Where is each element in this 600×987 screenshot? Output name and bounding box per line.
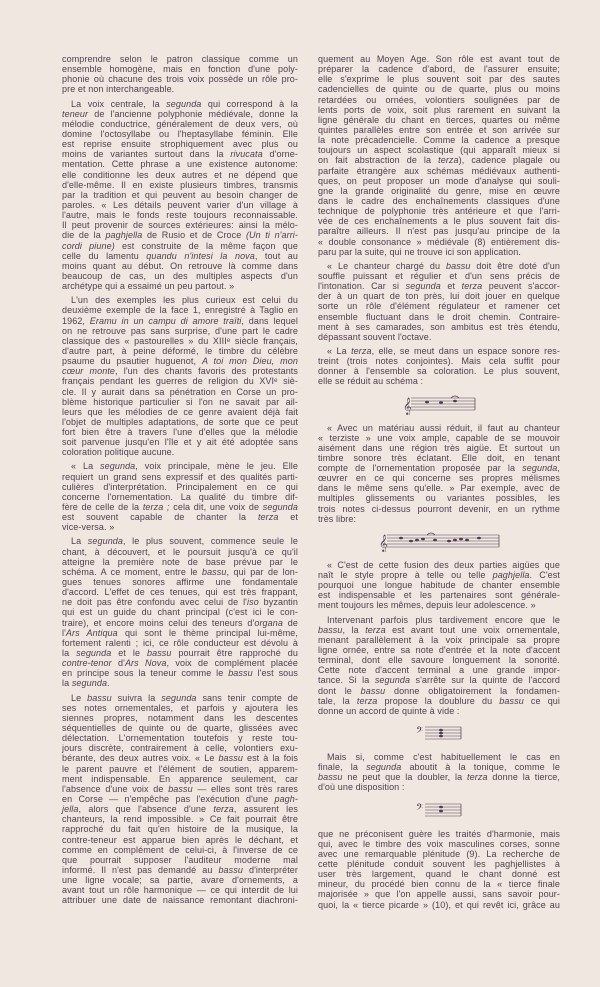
text-line: contre-tenor d'Ars Nova, voix de complément placée — [62, 658, 298, 669]
text-line: parfaite étrangère aux schémas médiévaux authenti- — [318, 165, 560, 176]
italic-term: A toi mon Dieu, mon — [201, 356, 298, 367]
text-line: avant tout un rôle harmonique — ce qui interdit de lui — [62, 885, 298, 896]
text-line: domine l'octosyllabe ou l'heptasyllabe féminin. Elle — [62, 128, 298, 139]
text-line: est reprise ensuite strophiquement avec plus ou — [62, 139, 298, 150]
text-line: jella, alors que l'absence d'une terza, assurent les — [62, 804, 298, 815]
italic-term: cœur monte — [62, 366, 116, 377]
text-line: qui est un guide du chant principal (c'est ici le con- — [62, 607, 298, 618]
italic-term: terza — [461, 281, 483, 292]
text-line: 1962, Eramu in un campu di amore traïti, dans lequel — [62, 315, 299, 326]
italic-term: organa — [254, 617, 283, 628]
text-line: la note précadencielle. Comme la cadence a presque — [318, 135, 560, 146]
text-line: Cette note d'accent terminal a une grande impor- — [318, 665, 560, 676]
text-line: l'intonation. Car si segunda et terza peuvent s'accor- — [318, 281, 561, 292]
text-line: La segunda, le plus souvent, commence seule le — [71, 536, 298, 547]
paragraph — [318, 346, 560, 387]
paragraph — [318, 423, 560, 524]
italic-term: jella — [62, 804, 79, 815]
text-line: Intervenant parfois plus tardivement encore que le — [327, 614, 560, 625]
text-line: culières d'interprétation. Principalement en ce qui — [62, 481, 298, 492]
text-line: user très largement, quand le chant donné est — [318, 869, 560, 880]
text-line: que pourrait supposer l'auditeur moderne mal — [62, 854, 298, 865]
text-line: « C'est de cette fusion des deux parties aigües que — [327, 559, 560, 570]
text-line: traire), et encore moins celui des teneurs d'organa de — [62, 617, 298, 628]
text-line: paroles. « Les détails peuvent varier d'un village à — [62, 199, 298, 210]
paragraph — [62, 295, 298, 457]
svg-text:𝄢: 𝄢 — [416, 801, 424, 815]
italic-term: segunda — [161, 692, 197, 703]
text-line: comprendre selon le patron classique comme un — [62, 54, 298, 64]
text-line: L'un des exemples les plus curieux est celui du — [71, 295, 298, 306]
text-line: ques, on peut proposer un mode d'analyse qui souli- — [318, 175, 560, 186]
italic-term: pagh- — [274, 793, 298, 804]
text-line: paru par la suite, qui ne trouve ici son application. — [318, 246, 521, 257]
text-line: fortement ralenti ; ici, ce rôle conducteur est dévolu à — [62, 637, 298, 648]
text-line: la segunda et le bassu pourrait être rapproché du — [62, 648, 299, 659]
text-line: multiples glissements ou variantes possibles, les — [318, 493, 560, 504]
text-line: cette plénitude conduit souvent les paghjellistes à — [318, 859, 560, 869]
text-line: d'autre part, à peine déformé, le timbre du célèbre — [62, 345, 298, 356]
text-line: paraître ailleurs. Il n'est pas jusqu'au principe de la — [318, 226, 560, 237]
text-line: qui, avec le timbre des voix masculines corses, sonne — [318, 838, 560, 849]
italic-term: bassu — [218, 864, 243, 875]
text-line: tale, la terza propose la doublure du bassu ce qui — [318, 695, 561, 706]
text-line: cadencielles de quinte ou de quarte, plus ou moins — [318, 84, 560, 95]
svg-text:𝄢: 𝄢 — [416, 725, 424, 739]
italic-term: terza — [365, 624, 386, 635]
text-line: naît le style propre à telle ou telle paghjella. C'est — [318, 570, 560, 581]
italic-term: segunda — [166, 98, 202, 109]
text-line: aisément dans une région très aigüe. Et surtout un — [318, 442, 560, 453]
italic-term: segunda — [100, 461, 136, 472]
text-line: fort bien être à travers l'une d'elles que la mélodie — [62, 427, 298, 438]
text-line: l'Ars Antiqua qui sont le thème principal lui-même, — [62, 627, 298, 638]
text-line: timbre sonore très éclatant. Elle doit, en tenant — [318, 452, 560, 463]
text-line: coloration politique aucune. — [62, 447, 175, 458]
text-line: dépassant souvent l'octave. — [318, 331, 432, 342]
text-line: cle. Il y aurait dans sa pénétration en Corse un pro- — [62, 386, 298, 397]
text-line: pre et non interchangeable. — [62, 84, 175, 95]
italic-term: bassu — [445, 260, 471, 271]
text-line: chanteurs, la rend impossible. » Ce fait pourrait être — [62, 814, 298, 825]
text-line: mélodie conductrice, généralement de deux vers, où — [62, 118, 298, 129]
text-line: ment à ses camarades, son ambitus est très étendu, — [318, 321, 560, 332]
text-line: phonie où chacune des trois voix possède un rôle pro- — [62, 74, 298, 85]
text-line: majorisée » que l'on appelle aussi, sans savoir pour- — [318, 889, 560, 900]
italic-term: terza — [356, 695, 378, 706]
text-line: celle du lamentu quandu n'intesi la nova, tout au — [62, 250, 298, 261]
text-line: concerne l'ornementation. La qualité du timbre dif- — [62, 491, 298, 502]
text-line: retardées ou ornées, volontiers soulignées par de — [318, 94, 560, 105]
right-column — [318, 54, 560, 914]
text-line: gne la grande originalité du genre, mise en œuvre — [318, 185, 560, 196]
paragraph — [318, 560, 560, 611]
text-line: est souvent capable de chanter la terza et — [62, 512, 298, 523]
text-line: classique des « pastourelles » du XIIIᵉ siècle français, — [62, 335, 298, 346]
text-line: œuvrer en ce qui concerne ses propres mélismes — [318, 473, 560, 484]
music-example-treble-three-notes — [318, 391, 560, 419]
text-line: comme en complément de celui-ci, à l'inverse de ce — [62, 844, 298, 855]
italic-term: bassu — [147, 648, 172, 659]
text-line: par la tradition et qui peuvent au besoin changer de — [62, 189, 298, 200]
paragraph — [318, 261, 560, 342]
text-line: siennes propres, notamment dans les descentes — [62, 712, 298, 723]
text-line: ensemble homogène, mais en fonction d'une poly- — [62, 64, 298, 75]
text-line: « La segunda, voix principale, mène le jeu. Elle — [71, 461, 298, 472]
text-line: soit parvenue jusqu'en l'île et y ait été adoptée sans — [62, 437, 298, 448]
text-line: ne doit pas être confondu avec celui de l'iso byzantin — [62, 597, 298, 608]
text-line: mineur, du procédé bien connu de la « tierce finale — [318, 879, 560, 890]
italic-term: segunda — [71, 678, 108, 689]
text-line: atteigne la première note de base prévue par le — [62, 556, 298, 567]
text-line: beaucoup de cas, un des multiples aspects d'un — [62, 270, 298, 281]
text-line: quintes parallèles entre son entrée et son arrivée sur — [318, 124, 560, 135]
text-line: français pendant les guerres de religion du XVIᵉ siè- — [62, 376, 298, 387]
italic-term: bassu — [318, 624, 343, 635]
text-line: moins quant au début. On retrouve là comme dans — [62, 260, 298, 271]
text-line: « Avec un matériau aussi réduit, il faut au chanteur — [327, 422, 560, 433]
text-line: d'elle-même. Il en existe plusieurs timbres, transmis — [62, 179, 298, 190]
text-line: dont le bassu donne obligatoirement la fondamen- — [318, 685, 560, 696]
italic-term: paghjella — [492, 570, 530, 581]
text-line: d'accord. L'effet de ces tenues, qui est très frappant, — [62, 587, 298, 598]
text-line: ligne ornée, entre sa note d'entrée et la note d'accent — [318, 645, 560, 656]
text-line: vice-versa. » — [62, 522, 115, 533]
italic-term: terza — [213, 804, 234, 815]
text-line: « double consonance » médiévale (8) entièrement dis- — [318, 236, 560, 247]
paragraph — [62, 536, 298, 688]
text-line: bassu, la terza est avant tout une voix ornementale, — [318, 624, 560, 635]
text-line: chant, à découvert, et le poursuit jusqu'à ce qu'il — [62, 546, 298, 557]
text-line: blème historique particulier si l'on ne savait par ail- — [62, 396, 298, 407]
italic-term: bassu — [318, 772, 343, 783]
italic-term: teneur — [62, 108, 89, 119]
text-line: le parent pauvre et l'élément de soutien, apparem- — [62, 763, 298, 774]
left-column — [62, 54, 298, 910]
text-line: La voix centrale, la segunda qui correspond à la — [71, 98, 298, 109]
italic-term: bassu — [228, 668, 253, 679]
italic-term: segunda — [405, 281, 441, 292]
text-line: fère de celle de la terza ; cela dit, une voix de segunda — [62, 502, 298, 513]
paragraph — [62, 693, 298, 906]
text-line: tance. Si la segunda s'arrête sur la quinte de l'accord — [318, 675, 560, 686]
text-line: ment indispensable. En apparence seulement, car — [62, 773, 298, 784]
paragraph — [62, 99, 298, 292]
text-line: que ne préconisent guère les traités d'harmonie, mais — [318, 828, 560, 839]
text-line: die de la paghjella de Rusio et de Croce (Un ti n'arri- — [62, 230, 298, 241]
text-line: Mais si, comme c'est habituellement le cas en — [327, 752, 560, 763]
text-line: donne un accord de quinte à vide : — [318, 705, 460, 716]
text-line: schéma. A ce moment, entre le bassu, qui par de lon- — [62, 566, 299, 577]
italic-term: bassu — [87, 692, 112, 703]
text-line: toujours un aspect scolastique (qui apparaît mieux si — [318, 145, 560, 156]
italic-term: (Un ti n'arri- — [245, 230, 298, 241]
italic-term: iso — [247, 597, 259, 608]
text-line: terminal, dont elle savoure longuement la sonorité. — [318, 655, 560, 666]
text-line: moins de variantes surtout dans la rivucata d'orne- — [62, 149, 298, 160]
italic-term: segunda — [262, 502, 298, 513]
text-line: leurs que les mélodies de ce genre avaient déjà fait — [62, 406, 298, 417]
text-line: dans le cadre des enchaînements classiques d'une — [318, 195, 560, 206]
text-line: contre-teneur est apparue bien après le déchant, et — [62, 834, 298, 845]
text-line: pourquoi une longue habitude de chanter ensemble — [318, 580, 560, 591]
text-line: mentation. Cette phrase a une existence autonome: — [62, 159, 298, 170]
text-line: trois notes ci-dessus pourront devenir, en un rythme — [318, 503, 560, 514]
text-line: cœur monte, l'un des chants favoris des protestants — [62, 366, 299, 377]
italic-term: Ars Nova — [124, 658, 167, 669]
music-example-bass-open-fifth — [318, 720, 560, 748]
italic-term: segunda — [366, 762, 402, 773]
paragraph — [318, 54, 560, 257]
text-line: on ne retrouve pas sans surprise, d'une part le cadre — [62, 325, 298, 336]
text-line: dans le même sens qu'elle. » Par exemple, avec de — [318, 483, 560, 494]
text-line: treint (trois notes conjointes). Mais cela suffit pour — [318, 356, 560, 367]
text-line: gues tenues sonores affirme une fondamentale — [62, 577, 298, 588]
italic-term: Eramu in un campu di amore traïti — [89, 315, 242, 326]
text-line: une ligne vocale; sa partie, avare d'ornements, a — [62, 875, 298, 886]
italic-term: terza ; — [142, 502, 170, 513]
paragraph — [62, 54, 298, 95]
text-line: la segunda. — [62, 678, 110, 689]
text-line: psaume du psautier huguenot, A toi mon Dieu, mon — [62, 356, 298, 367]
text-line: cordi piune) est construite de la même façon que — [62, 240, 298, 251]
text-line: Le bassu suivra la segunda sans tenir compte de — [71, 692, 298, 703]
text-line: teneur de l'ancienne polyphonie médiévale, donne la — [62, 108, 298, 119]
text-line: elle conditionne les deux autres et ne dépend que — [62, 169, 298, 180]
text-line: ment toujours les mêmes, depuis leur adolescence. » — [318, 600, 536, 611]
text-line: informé. Il n'est pas demandé au bassu d'interpréter — [62, 864, 298, 875]
text-line: « terziste » une voix ample, capable de se mouvoir — [318, 432, 560, 443]
text-line: on fait abstraction de la terza), cadence plagale ou — [318, 155, 560, 166]
italic-term: cordi piune) — [62, 240, 115, 251]
text-line: donner à l'ensemble sa coloration. Le plus souvent, — [318, 366, 560, 377]
text-line: préparer la cadence d'abord, de l'assurer ensuite; — [318, 64, 560, 75]
text-line: l'autre, mais le fonds reste toujours reconnaissable. — [62, 210, 298, 221]
text-line: quement au Moyen Age. Son rôle est avant tout de — [318, 54, 560, 64]
paragraph — [318, 829, 560, 910]
text-line: très libre: — [318, 513, 357, 524]
text-line: quoi, la « tierce picarde » (10), et qui revêt ici, grâce au — [318, 899, 560, 910]
italic-term: bassu — [201, 566, 227, 577]
text-line: « Le chanteur chargé du bassu doit être doté d'un — [327, 260, 560, 271]
italic-term: quandu n'intesi la nova — [146, 250, 255, 261]
svg-text:𝄞: 𝄞 — [403, 396, 412, 415]
text-line: jours discrète, contrairement à celle, volontiers exu- — [62, 743, 298, 754]
text-line: compte de l'ornementation proposée par la segunda, — [318, 463, 560, 474]
paragraph — [318, 752, 560, 793]
text-line: l'objet de multiples adaptations, de sorte que ce peut — [62, 416, 298, 427]
italic-term: segunda — [522, 463, 558, 474]
text-line: bassu ne peut que la doubler, la terza donne la tierce, — [318, 772, 560, 783]
text-line: technique de polyphonie très antérieure et que l'arri- — [318, 206, 560, 217]
text-line: bérante, des deux autres voix. « Le bassu est à la fois — [62, 753, 298, 764]
music-example-treble-ornamented — [318, 528, 560, 556]
italic-term: terza — [438, 155, 459, 166]
text-line: rapproché du fait qu'en histoire de la musique, la — [62, 824, 298, 835]
text-line: « La terza, elle, se meut dans un espace sonore res- — [327, 345, 560, 356]
text-line: lents ports de voix, soit plus rarement en suivant la — [318, 104, 560, 115]
text-line: ensemble fluctuant dans le droit chemin. Contraire- — [318, 311, 560, 322]
italic-term: bassu — [360, 685, 386, 696]
text-line: elle se réduit au schéma : — [318, 376, 424, 387]
text-line: est indispensable et les partenaires sont générale- — [318, 590, 560, 601]
text-line: sorte un rôle d'élément régulateur et ramener cet — [318, 301, 560, 312]
italic-term: segunda — [374, 675, 411, 686]
paragraph — [62, 461, 298, 532]
text-line: deuxième exemple de la face 1, enregistré à Taglio en — [62, 305, 298, 316]
italic-term: bassu — [499, 695, 524, 706]
text-line: en principe sous la teneur comme le bassu l'est sous — [62, 668, 298, 679]
italic-term: Ars Antiqua — [65, 627, 118, 638]
text-line: avec une remarquable plénitude (9). La recherche de — [318, 848, 560, 859]
text-line: Il peut provenir de sources extérieures: ainsi la mélo- — [62, 220, 298, 231]
text-line: menant parallèlement à la voix principale sa propre — [318, 634, 560, 645]
italic-term: paghjella — [105, 230, 143, 241]
text-line: archétype qui a essaimé un peu partout. » — [62, 281, 235, 292]
text-line: séquentielles de quinte ou de quarte, glissées avec — [62, 723, 298, 733]
italic-term: segunda — [87, 536, 124, 547]
italic-term: bassu — [168, 783, 193, 794]
italic-term: rivucata — [230, 149, 263, 160]
text-line: der à un quart de ton près, lui doit jouer en quelque — [318, 291, 560, 302]
text-line: en Corse — n'empêche pas l'exécution d'une pagh- — [62, 793, 298, 804]
music-example-bass-third — [318, 797, 560, 825]
text-line: ses notes ornementales, et parfois y ajoutera les — [62, 702, 298, 713]
text-line: l'absence d'une voix de bassu — elles sont très rares — [62, 783, 298, 794]
italic-term: terza — [257, 512, 279, 523]
text-line: finale, la segunda aboutit à la tonique, comme le — [318, 762, 560, 773]
text-line: souffle puissant et régulier et d'un sens précis de — [318, 270, 560, 281]
italic-term: terza — [351, 345, 372, 356]
text-line: d'où une disposition : — [318, 782, 405, 793]
text-line: requiert un grand sens expressif et des qualités parti- — [62, 471, 298, 482]
text-line: délectation. L'ornementation toutefois y reste tou- — [62, 733, 298, 744]
italic-term: terza — [467, 772, 488, 783]
svg-text:𝄞: 𝄞 — [379, 533, 388, 552]
paragraph — [318, 615, 560, 716]
text-line: attribuer une date de naissance remontant diachroni- — [62, 895, 298, 906]
text-line: vée de ces enchaînements a le plus souvent fait dis- — [318, 216, 560, 227]
italic-term: segunda — [76, 648, 112, 659]
text-line: elle s'exprime le plus souvent soit par des sautes — [318, 74, 560, 85]
italic-term: bassu — [218, 753, 243, 764]
text-line: ligne générale du chant en tierces, quartes ou même — [318, 114, 560, 125]
italic-term: contre-tenor — [62, 658, 112, 669]
